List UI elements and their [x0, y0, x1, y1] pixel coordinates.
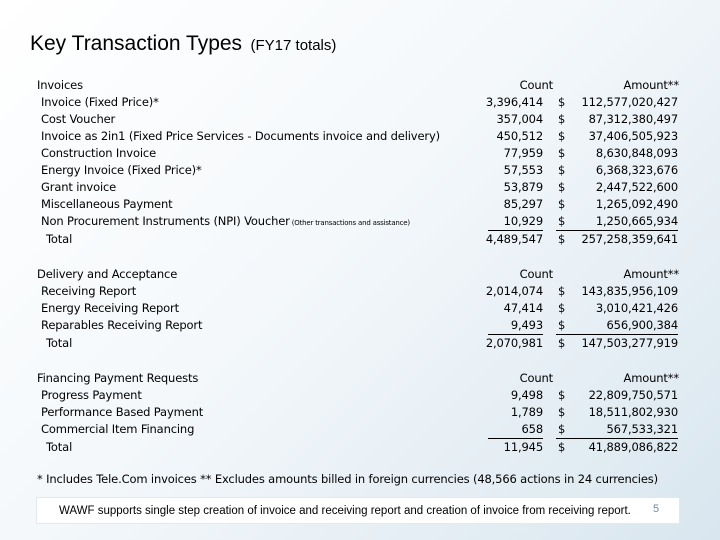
row-label: Construction Invoice: [41, 146, 156, 160]
row-currency: $: [558, 197, 566, 211]
table-row: [0, 179, 720, 196]
row-currency: $: [558, 301, 566, 315]
delivery-heading: Delivery and Acceptance: [37, 267, 178, 281]
table-row: [0, 128, 720, 145]
title-subtitle: (FY17 totals): [250, 37, 337, 54]
total-amount: 147,503,277,919: [581, 336, 678, 350]
row-currency: $: [558, 129, 566, 143]
financing-header-row: [0, 370, 720, 387]
financing-heading: Financing Payment Requests: [37, 371, 199, 385]
amount-header: Amount**: [623, 78, 679, 92]
row-amount: 87,312,380,497: [588, 112, 678, 126]
total-row: [0, 231, 720, 248]
row-amount: 22,809,750,571: [588, 388, 678, 402]
invoices-header-row: [0, 77, 720, 94]
slide-title: [30, 32, 336, 56]
row-label: Invoice (Fixed Price)*: [41, 95, 159, 109]
row-amount: 1,265,092,490: [595, 197, 678, 211]
row-label: Cost Voucher: [41, 112, 116, 126]
row-label-note: (Other transactions and assistance): [291, 219, 410, 227]
row-currency: $: [558, 388, 566, 402]
row-count: 47,414: [503, 301, 543, 315]
count-header: Count: [519, 78, 553, 92]
callout-text: WAWF supports single step creation of invoice and receiving report and creation of invoice from receiving report.: [59, 505, 631, 517]
total-count: 4,489,547: [485, 232, 543, 246]
table-row: [0, 162, 720, 179]
total-count: 2,070,981: [485, 336, 543, 350]
table-row: [0, 94, 720, 111]
total-currency: $: [558, 232, 566, 246]
callout-box: [36, 497, 680, 524]
slide-number: 5: [653, 503, 660, 515]
row-label: Energy Invoice (Fixed Price)*: [41, 163, 202, 177]
total-label: Total: [46, 440, 73, 454]
row-currency: $: [558, 95, 566, 109]
amount-header: Amount**: [623, 267, 679, 281]
row-amount: 2,447,522,600: [595, 180, 678, 194]
total-amount: 41,889,086,822: [588, 440, 678, 454]
row-currency: $: [558, 422, 566, 436]
total-count: 11,945: [503, 440, 543, 454]
row-currency: $: [558, 405, 566, 419]
row-currency: $: [558, 146, 566, 160]
table-row: [0, 196, 720, 213]
row-label: [41, 213, 410, 232]
row-count: 57,553: [503, 163, 543, 177]
row-label: Reparables Receiving Report: [41, 318, 203, 332]
row-count: 450,512: [496, 129, 543, 143]
row-count: 85,297: [503, 197, 543, 211]
row-count: 357,004: [496, 112, 543, 126]
row-label: Invoice as 2in1 (Fixed Price Services - Documents invoice and delivery): [41, 129, 440, 143]
row-label: Energy Receiving Report: [41, 301, 179, 315]
row-label: Commercial Item Financing: [41, 422, 195, 436]
row-count: 3,396,414: [485, 95, 543, 109]
total-label: Total: [46, 232, 73, 246]
table-row: [0, 300, 720, 317]
table-row: [0, 283, 720, 300]
row-label: Grant invoice: [41, 180, 117, 194]
row-count: 9,498: [510, 388, 543, 402]
row-currency: $: [558, 214, 566, 228]
row-currency: $: [558, 112, 566, 126]
row-amount: 143,835,956,109: [581, 284, 678, 298]
row-amount: 6,368,323,676: [595, 163, 678, 177]
row-label: Performance Based Payment: [41, 405, 204, 419]
row-count: 658: [521, 422, 543, 436]
total-amount: 257,258,359,641: [581, 232, 678, 246]
row-amount: 37,406,505,923: [588, 129, 678, 143]
row-count: 77,959: [503, 146, 543, 160]
title-main: Key Transaction Types: [30, 32, 243, 55]
row-amount: 18,511,802,930: [588, 405, 678, 419]
row-currency: $: [558, 318, 566, 332]
row-count: 10,929: [503, 214, 543, 228]
delivery-header-row: [0, 266, 720, 283]
row-count: 2,014,074: [485, 284, 543, 298]
row-count: 9,493: [510, 318, 543, 332]
total-label: Total: [46, 336, 73, 350]
row-amount: 1,250,665,934: [595, 214, 678, 228]
row-label: Miscellaneous Payment: [41, 197, 173, 211]
total-currency: $: [558, 336, 566, 350]
total-row: [0, 439, 720, 456]
row-amount: 112,577,020,427: [581, 95, 678, 109]
row-count: 1,789: [510, 405, 543, 419]
amount-header: Amount**: [623, 371, 679, 385]
row-currency: $: [558, 284, 566, 298]
row-count: 53,879: [503, 180, 543, 194]
total-currency: $: [558, 440, 566, 454]
row-label-text: Non Procurement Instruments (NPI) Voucher: [41, 214, 290, 228]
footnote: * Includes Tele.Com invoices ** Excludes amounts billed in foreign currencies (48,566 actions in 24 currencies): [37, 472, 658, 486]
invoices-heading: Invoices: [37, 78, 83, 92]
table-row: [0, 317, 720, 334]
row-label: Receiving Report: [41, 284, 137, 298]
count-header: Count: [519, 267, 553, 281]
count-header: Count: [519, 371, 553, 385]
row-amount: 3,010,421,426: [595, 301, 678, 315]
table-row: [0, 421, 720, 438]
row-currency: $: [558, 180, 566, 194]
table-row: [0, 404, 720, 421]
row-label: Progress Payment: [41, 388, 142, 402]
row-currency: $: [558, 163, 566, 177]
row-amount: 656,900,384: [606, 318, 678, 332]
table-row: [0, 213, 720, 230]
row-amount: 8,630,848,093: [595, 146, 678, 160]
table-row: [0, 145, 720, 162]
table-row: [0, 387, 720, 404]
total-row: [0, 335, 720, 352]
table-row: [0, 111, 720, 128]
row-amount: 567,533,321: [606, 422, 678, 436]
